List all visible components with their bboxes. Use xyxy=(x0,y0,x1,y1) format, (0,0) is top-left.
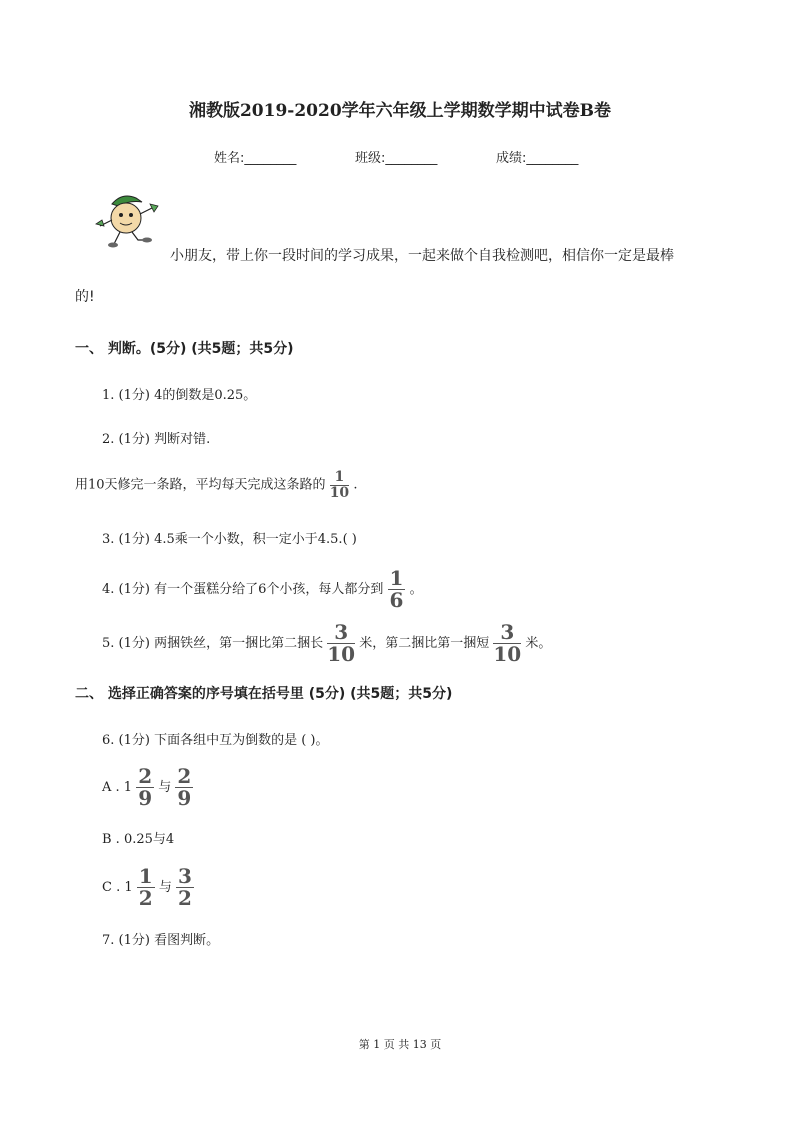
option-b: B . 0.25与4 xyxy=(102,832,175,847)
question-6: 6. (1分) 下面各组中互为倒数的是 ( )。 xyxy=(102,733,329,748)
question-1: 1. (1分) 4的倒数是0.25。 xyxy=(102,388,257,403)
name-field: 姓名:________ xyxy=(214,151,297,166)
page-footer: 第 1 页 共 13 页 xyxy=(358,1038,442,1051)
question-4-text: 4. (1分) 有一个蛋糕分给了6个小孩，每人都分到 xyxy=(102,582,384,597)
question-2-text: 用10天修完一条路，平均每天完成这条路的 xyxy=(75,477,326,493)
question-4 xyxy=(102,568,423,611)
question-2: 2. (1分) 判断对错. xyxy=(102,432,211,447)
class-field: 班级:________ xyxy=(355,151,438,166)
score-field: 成绩:________ xyxy=(496,151,579,166)
intro-text-line1: 小朋友，带上你一段时间的学习成果，一起来做个自我检测吧，相信你一定是最棒 xyxy=(170,248,674,264)
section-1-heading: 一、 判断。(5分) (共5题；共5分) xyxy=(75,341,294,357)
fraction-two-ninths-a: $\frac{2}{9}$ xyxy=(138,764,153,810)
question-4-end: 。 xyxy=(409,582,423,597)
fraction-one-tenth: $\frac{1}{10}$ xyxy=(329,469,350,501)
question-5 xyxy=(102,622,551,665)
option-a-with: 与 xyxy=(158,780,172,795)
question-5-mid: 米，第二捆比第一捆短 xyxy=(359,636,490,651)
option-c-label: C . 1 xyxy=(102,880,133,895)
fraction-two-ninths-b: $\frac{2}{9}$ xyxy=(177,764,192,810)
question-2-body xyxy=(75,470,357,500)
option-c-with: 与 xyxy=(158,880,172,895)
question-7: 7. (1分) 看图判断。 xyxy=(102,933,220,948)
fraction-three-tenths-b: $\frac{3}{10}$ xyxy=(493,620,522,666)
fraction-one-half: $\frac{1}{2}$ xyxy=(138,864,153,910)
fraction-three-tenths-a: $\frac{3}{10}$ xyxy=(327,620,356,666)
question-5-text: 5. (1分) 两捆铁丝，第一捆比第二捆长 xyxy=(102,636,324,651)
intro-text-line2: 的! xyxy=(75,289,95,305)
question-2-end: . xyxy=(353,477,358,493)
question-3: 3. (1分) 4.5乘一个小数，积一定小于4.5.( ) xyxy=(102,532,357,547)
section-2-heading: 二、 选择正确答案的序号填在括号里 (5分) (共5题；共5分) xyxy=(75,686,453,702)
fraction-one-sixth: $\frac{1}{6}$ xyxy=(389,566,404,612)
question-5-end: 米。 xyxy=(525,636,552,651)
option-c xyxy=(102,866,194,909)
option-a-label: A . 1 xyxy=(102,780,133,795)
page-title: 湘教版2019-2020学年六年级上学期数学期中试卷B卷 xyxy=(188,101,612,121)
mascot-illustration xyxy=(92,190,162,250)
fraction-three-halves: $\frac{3}{2}$ xyxy=(177,864,192,910)
option-a xyxy=(102,766,193,809)
